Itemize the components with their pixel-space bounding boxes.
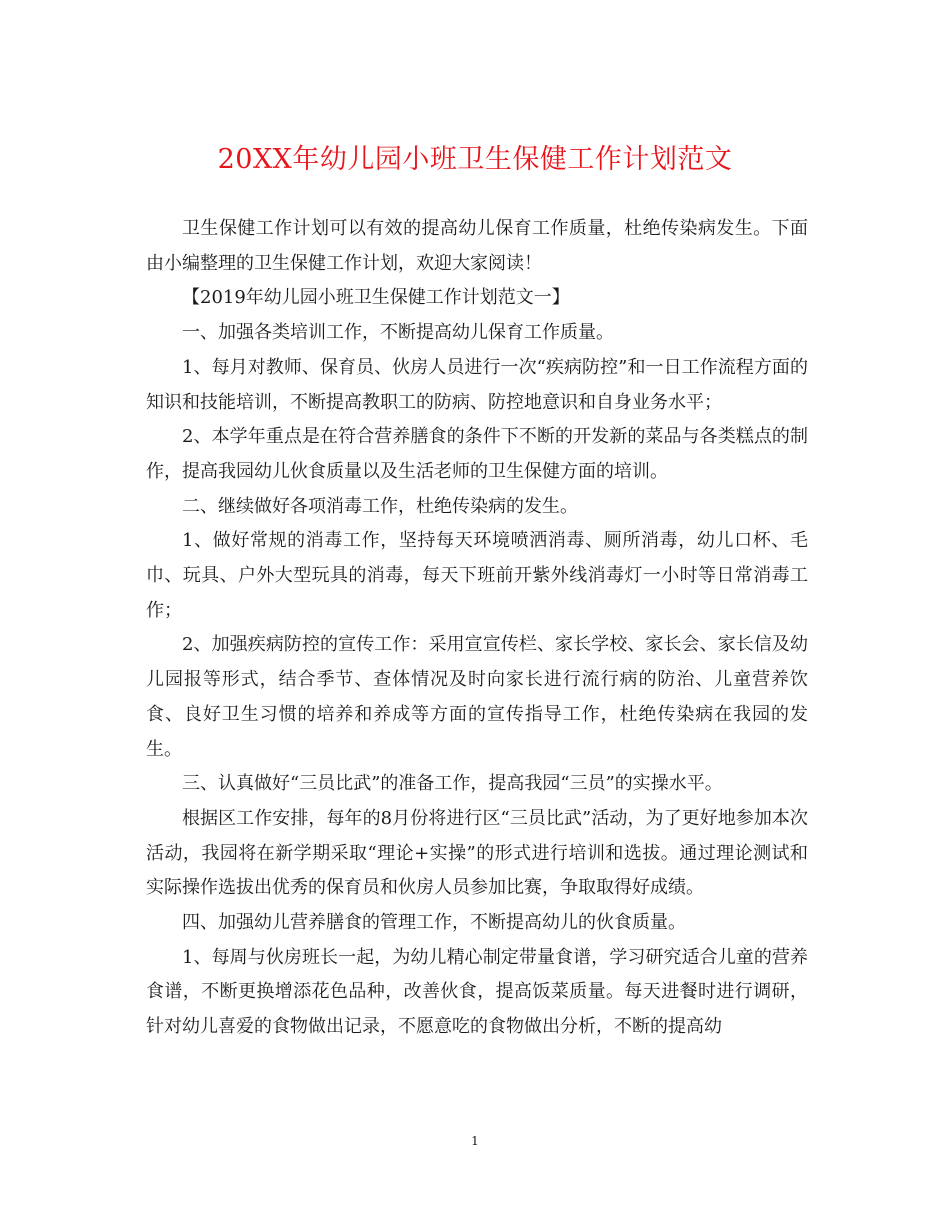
paragraph-2-2: 2、加强疾病防控的宣传工作：采用宣宣传栏、家长学校、家长会、家长信及幼儿园报等形式，结合季节、查体情况及时向家长进行流行病的防治、儿童营养饮食、良好卫生习惯的培养和养成等方面的宣传指导工作，杜绝传染病在我园的发生。: [146, 634, 808, 760]
paragraph-intro: 卫生保健工作计划可以有效的提高幼儿保育工作质量，杜绝传染病发生。下面由小编整理的卫生保健工作计划，欢迎大家阅读！: [146, 218, 808, 274]
paragraph-heading-3: 三、认真做好“三员比武”的准备工作，提高我园“三员”的实操水平。: [182, 773, 723, 795]
paragraph-section-heading: 【2019年幼儿园小班卫生保健工作计划范文一】: [182, 287, 570, 309]
page-number: 1: [471, 1134, 479, 1148]
paragraph-3-1: 根据区工作安排，每年的8月份将进行区“三员比武”活动，为了更好地参加本次活动，我园将在新学期采取“理论+实操”的形式进行培训和选拔。通过理论测试和实际操作选拔出优秀的保育员和伙房人员参加比赛，争取取得好成绩。: [146, 807, 808, 899]
paragraph-1-2: 2、本学年重点是在符合营养膳食的条件下不断的开发新的菜品与各类糕点的制作，提高我园幼儿伙食质量以及生活老师的卫生保健方面的培训。: [146, 426, 808, 482]
paragraph-heading-1: 一、加强各类培训工作，不断提高幼儿保育工作质量。: [182, 322, 614, 344]
paragraph-4-1: 1、每周与伙房班长一起，为幼儿精心制定带量食谱，学习研究适合儿童的营养食谱，不断更换增添花色品种，改善伙食，提高饭菜质量。每天进餐时进行调研，针对幼儿喜爱的食物做出记录，不愿意吃的食物做出分析，不断的提高幼: [146, 946, 808, 1038]
document-body: [146, 212, 808, 1045]
paragraph-2-1: 1、做好常规的消毒工作，坚持每天环境喷洒消毒、厕所消毒，幼儿口杯、毛巾、玩具、户外大型玩具的消毒，每天下班前开紫外线消毒灯一小时等日常消毒工作；: [146, 530, 808, 621]
document-title: 20XX年幼儿园小班卫生保健工作计划范文: [217, 144, 733, 175]
paragraph-heading-4: 四、加强幼儿营养膳食的管理工作，不断提高幼儿的伙食质量。: [182, 912, 686, 934]
paragraph-1-1: 1、每月对教师、保育员、伙房人员进行一次“疾病防控”和一日工作流程方面的知识和技能培训，不断提高教职工的防病、防控地意识和自身业务水平；: [146, 356, 808, 413]
paragraph-heading-2: 二、继续做好各项消毒工作，杜绝传染病的发生。: [182, 495, 578, 517]
